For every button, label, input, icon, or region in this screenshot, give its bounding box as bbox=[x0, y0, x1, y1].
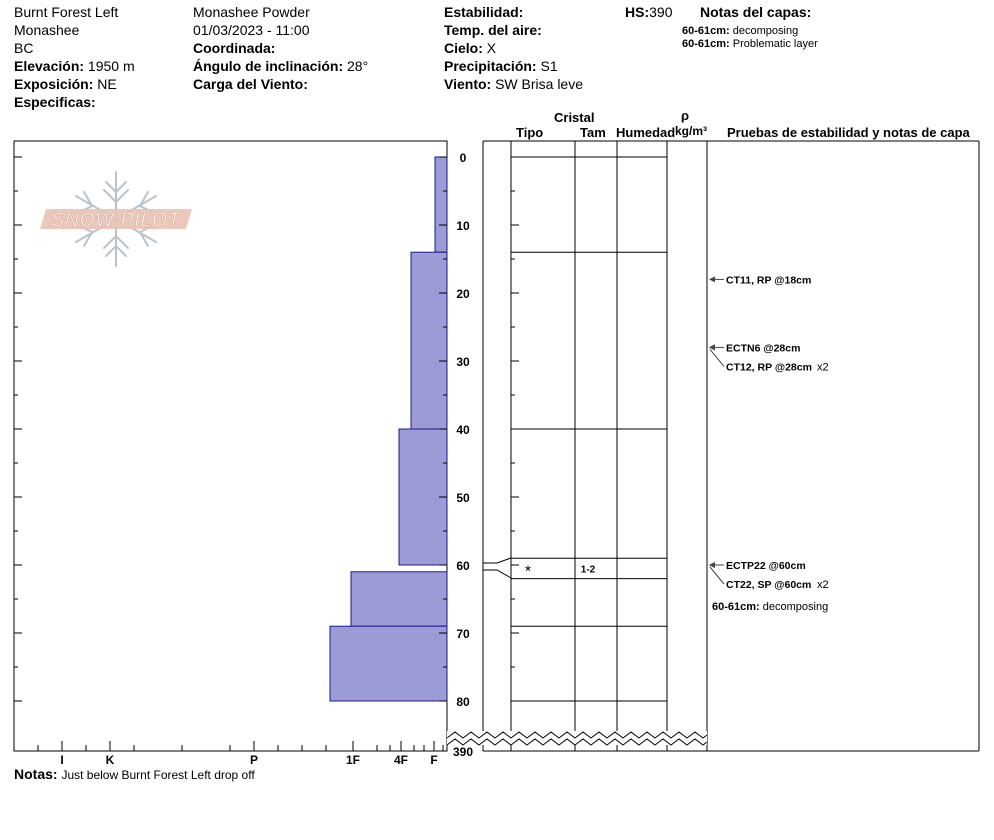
moisture-header: Humedad bbox=[616, 125, 676, 140]
density-unit-header: kg/m³ bbox=[675, 124, 708, 138]
stability-test-label: ECTP22 @60cm bbox=[726, 560, 806, 572]
stability-test-multiplier: x2 bbox=[817, 361, 829, 374]
operation-name: Monashee Powder bbox=[193, 4, 310, 20]
layer-notes-title: Notas del capas: bbox=[700, 4, 812, 20]
wind-label: Viento: bbox=[444, 76, 492, 92]
snow-pilot-logo-text: SNOW PILOT bbox=[51, 210, 181, 231]
depth-tick-label: 390 bbox=[452, 745, 474, 759]
layer-note-depth: 60-61cm: bbox=[682, 38, 730, 50]
notes bbox=[14, 766, 255, 782]
stability-test-label: CT11, RP @18cm bbox=[726, 274, 812, 287]
layer-connector bbox=[483, 570, 511, 578]
type-header: Tipo bbox=[516, 125, 544, 140]
crystal-header: Cristal bbox=[554, 110, 595, 125]
layer-note-depth: 60-61cm: bbox=[682, 25, 730, 37]
layer-note-text: Problematic layer bbox=[732, 38, 818, 50]
stability-test-multiplier: x2 bbox=[817, 579, 829, 591]
depth-tick-label: 70 bbox=[456, 627, 470, 641]
stability-test-label: ECTN6 @28cm bbox=[726, 342, 801, 355]
size-header: Tam bbox=[580, 125, 606, 140]
arrow-head-icon bbox=[709, 276, 715, 282]
depth-tick-label: 20 bbox=[456, 287, 470, 301]
precip-label: Precipitación: bbox=[444, 58, 537, 74]
specifics-label: Especificas: bbox=[14, 94, 96, 110]
wind-load-label: Carga del Viento: bbox=[193, 76, 308, 92]
sky-value: X bbox=[486, 40, 497, 56]
stability-test-label: CT22, SP @60cm bbox=[726, 579, 812, 591]
test-layer-note bbox=[712, 601, 828, 613]
location-name: Burnt Forest Left bbox=[14, 4, 119, 20]
hardness-bar bbox=[411, 252, 447, 429]
notes-value: Just below Burnt Forest Left drop off bbox=[61, 768, 255, 782]
depth-tick-label: 80 bbox=[456, 695, 470, 709]
test-arrow bbox=[710, 567, 724, 584]
hardness-bar bbox=[435, 157, 447, 252]
hardness-tick-label: K bbox=[105, 753, 115, 767]
notes-label: Notas: bbox=[14, 766, 58, 782]
elevation-value: 1950 m bbox=[87, 58, 135, 74]
hs-value: 390 bbox=[649, 4, 673, 20]
stability-label: Estabilidad: bbox=[444, 4, 524, 20]
exposure-value: NE bbox=[97, 76, 117, 92]
hardness-tick-label: I bbox=[60, 753, 64, 767]
hardness-bar bbox=[330, 626, 447, 701]
crystal-table bbox=[483, 141, 979, 751]
elevation-label: Elevación: bbox=[14, 58, 85, 74]
layer-connector bbox=[483, 558, 511, 563]
coordinate-label: Coordinada: bbox=[193, 40, 276, 56]
tests-header: Pruebas de estabilidad y notas de capa bbox=[727, 125, 970, 140]
depth-break-zigzag bbox=[447, 731, 707, 745]
observation-datetime: 01/03/2023 - 11:00 bbox=[193, 22, 310, 38]
incline-label: Ángulo de inclinación: bbox=[193, 58, 344, 74]
depth-tick-label: 10 bbox=[456, 219, 470, 233]
stability-test-label: CT12, RP @28cm bbox=[726, 361, 812, 374]
depth-tick-label: 60 bbox=[456, 559, 470, 573]
layer-note-text: decomposing bbox=[732, 25, 799, 37]
test-arrow bbox=[710, 349, 724, 366]
grain-size-label: 1-2 bbox=[580, 564, 596, 576]
test-layer-note-depth: 60-61cm: bbox=[712, 601, 763, 613]
incline-value: 28° bbox=[347, 58, 369, 74]
depth-tick-label: 40 bbox=[456, 423, 470, 437]
precip-value: S1 bbox=[540, 58, 558, 74]
depth-tick-label: 0 bbox=[459, 151, 467, 165]
state: BC bbox=[14, 40, 34, 56]
air-temp-label: Temp. del aire: bbox=[444, 22, 542, 38]
depth-tick-label: 50 bbox=[456, 491, 470, 505]
exposure-label: Exposición: bbox=[14, 76, 94, 92]
hardness-tick-label: 4F bbox=[393, 753, 409, 767]
hardness-tick-label: P bbox=[249, 753, 259, 767]
wind-value: SW Brisa leve bbox=[495, 76, 584, 92]
rho-header: ρ bbox=[681, 108, 690, 123]
hs-label: HS: bbox=[625, 4, 650, 20]
mountain-range: Monashee bbox=[14, 22, 80, 38]
test-layer-note-text: decomposing bbox=[762, 601, 829, 613]
hardness-bar bbox=[351, 572, 447, 626]
sky-label: Cielo: bbox=[444, 40, 483, 56]
hardness-tick-label: 1F bbox=[345, 753, 361, 767]
hardness-tick-label: F bbox=[430, 753, 438, 767]
depth-tick-label: 30 bbox=[456, 355, 470, 369]
grain-type-symbol: * bbox=[524, 563, 532, 581]
